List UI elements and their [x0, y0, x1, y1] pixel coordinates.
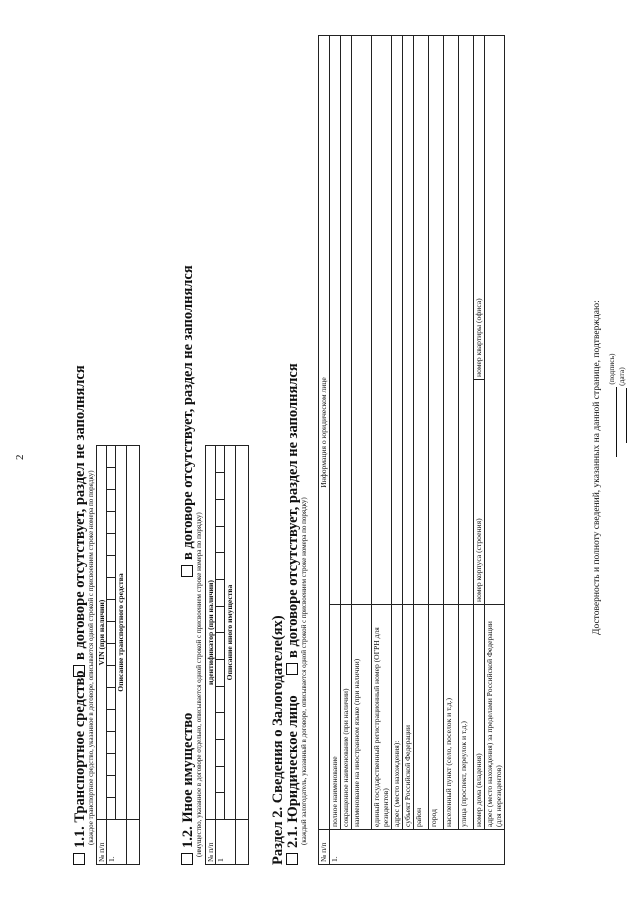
ogrn-input[interactable] [372, 36, 392, 605]
signature-block [606, 330, 627, 480]
vin-cell[interactable] [107, 666, 116, 688]
id-cell[interactable] [216, 739, 225, 766]
vin-cell[interactable] [107, 468, 116, 490]
field-full-name: полное наименование [330, 605, 341, 830]
vin-cell[interactable] [107, 754, 116, 776]
subject-input[interactable] [403, 36, 414, 605]
id-cell[interactable] [216, 446, 225, 473]
col-info: Информация о юридическом лице [319, 36, 330, 830]
section-2-note: (каждый залогодатель, указанный в договоре, описывается одной строкой с присвоением строке номера по порядку) [300, 497, 308, 845]
field-house: номер дома (владения) [474, 605, 485, 830]
absent-checkbox-1-2[interactable] [181, 565, 193, 577]
id-cell[interactable] [216, 659, 225, 686]
col-no: № п/п [97, 820, 107, 865]
other-property-table [205, 445, 249, 865]
section-2-1-title: 2.1. Юридическое лицо [285, 695, 302, 865]
col-no: № п/п [206, 820, 216, 865]
transport-description: Описание транспортного средства [116, 446, 127, 820]
date-label: (дата) [617, 367, 626, 386]
field-subject: субъект Российской Федерации [403, 605, 414, 830]
vin-cell[interactable] [107, 622, 116, 644]
vin-cell[interactable] [107, 512, 116, 534]
address-input[interactable] [392, 36, 403, 605]
section-1-2-title: 1.2. Иное имущество [180, 713, 197, 865]
col-identifier: идентификатор (при наличии) [206, 446, 216, 820]
field-city: город [429, 605, 444, 830]
description-input[interactable] [236, 446, 249, 820]
section-2-title: Раздел 2. Сведения о Залогодателе(ях) [270, 615, 286, 865]
id-cell[interactable] [216, 713, 225, 740]
field-address-heading: адрес (место нахождения): [392, 605, 403, 830]
city-input[interactable] [429, 36, 444, 605]
vin-cell[interactable] [107, 556, 116, 578]
description-input[interactable] [127, 446, 140, 820]
other-description: Описание иного имущества [225, 446, 236, 820]
field-settlement: населенный пункт (село, поселок и т.д.) [444, 605, 459, 830]
section-1-2-note: (имущество, указанное в договоре отдельно, описывается одной строкой с присвоением строке номера по порядку) [195, 512, 203, 857]
field-short-name: сокращенное наименование (при наличии) [341, 605, 352, 830]
legal-entity-table [318, 35, 505, 865]
vin-cell[interactable] [107, 578, 116, 600]
checkbox-icon[interactable] [73, 853, 85, 865]
field-foreign-address: адрес (место нахождения) за пределами Российской Федерации (для нерезидентов) [485, 605, 505, 830]
row-no: 1 [216, 820, 236, 865]
short-name-input[interactable] [341, 36, 352, 605]
checkbox-icon[interactable] [286, 853, 298, 865]
date-line[interactable] [617, 388, 627, 443]
vin-cell[interactable] [107, 490, 116, 512]
vin-cell[interactable] [107, 798, 116, 820]
office-label: номер квартиры (офиса) [474, 36, 485, 380]
field-foreign-name: наименование на иностранном языке (при наличии) [352, 605, 372, 830]
field-district: район [414, 605, 429, 830]
absent-checkbox-1-1[interactable] [73, 665, 85, 677]
vin-cell[interactable] [107, 776, 116, 798]
vin-cell[interactable] [107, 446, 116, 469]
section-2-1-absent: в договоре отсутствует, раздел не заполнялся [285, 363, 302, 675]
field-street: улица (проспект, переулок и т.д.) [459, 605, 474, 830]
signature-line[interactable] [607, 387, 617, 457]
id-cell[interactable] [216, 793, 225, 820]
section-1-1-title: 1.1. Транспортное средство [72, 671, 89, 865]
building-label: номер корпуса (строения) [474, 380, 485, 605]
absent-checkbox-2-1[interactable] [286, 663, 298, 675]
row-no: 1. [330, 830, 505, 865]
field-ogrn: единый государственный регистрационный номер (ОГРН для резидентов) [372, 605, 392, 830]
street-input[interactable] [459, 36, 474, 605]
vin-cell[interactable] [107, 534, 116, 556]
foreign-name-input[interactable] [352, 36, 372, 605]
checkbox-icon[interactable] [181, 853, 193, 865]
col-vin: VIN (при наличии) [97, 446, 107, 820]
id-cell[interactable] [216, 633, 225, 660]
vin-cell[interactable] [107, 644, 116, 666]
section-1-1-note: (каждое транспортное средство, указанное в договоре, описывается одной строкой с присвоением строке номера по порядку) [87, 470, 95, 845]
id-cell[interactable] [216, 473, 225, 500]
row-no: 1. [107, 820, 127, 865]
empty-cell [127, 820, 140, 865]
id-cell[interactable] [216, 606, 225, 633]
empty-cell [236, 820, 249, 865]
full-name-input[interactable] [330, 36, 341, 605]
footer-statement: Достоверность и полноту сведений, указанных на данной странице, подтверждаю: [592, 300, 602, 635]
section-1-2-absent: в договоре отсутствует, раздел не заполнялся [180, 265, 197, 577]
signature-label: (подпись) [607, 353, 616, 385]
id-cell[interactable] [216, 686, 225, 713]
id-cell[interactable] [216, 553, 225, 580]
vin-cell[interactable] [107, 710, 116, 732]
foreign-address-input[interactable] [485, 36, 505, 605]
district-input[interactable] [414, 36, 429, 605]
id-cell[interactable] [216, 579, 225, 606]
transport-table [96, 445, 140, 865]
id-cell[interactable] [216, 499, 225, 526]
vin-cell[interactable] [107, 688, 116, 710]
id-cell[interactable] [216, 526, 225, 553]
section-1-1-absent: в договоре отсутствует, раздел не заполнялся [72, 365, 89, 677]
settlement-input[interactable] [444, 36, 459, 605]
id-cell[interactable] [216, 766, 225, 793]
page-number: 2 [14, 454, 26, 460]
vin-cell[interactable] [107, 600, 116, 622]
vin-cell[interactable] [107, 732, 116, 754]
col-no: № п/п [319, 830, 330, 865]
